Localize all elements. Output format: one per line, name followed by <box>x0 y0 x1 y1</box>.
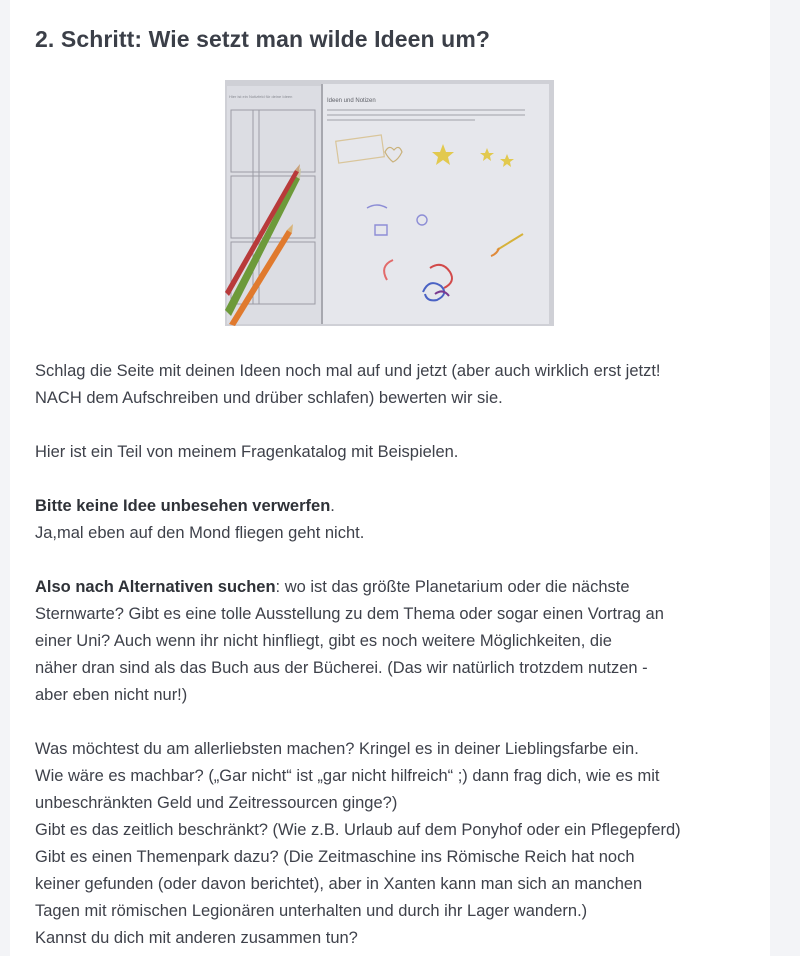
bold-phrase: Bitte keine Idee unbesehen verwerfen <box>35 497 331 515</box>
left-page-text: Hier ist ein Notizfeld für deine Ideen <box>229 94 293 99</box>
paragraph-line <box>35 574 750 601</box>
paragraph-line: Gibt es das zeitlich beschränkt? (Wie z.B. Urlaub auf dem Ponyhof oder ein Pflegepferd) <box>35 821 681 839</box>
paragraph-line: näher dran sind als das Buch aus der Bücherei. (Das wir natürlich trotzdem nutzen - <box>35 659 648 677</box>
paragraph-line: Wie wäre es machbar? („Gar nicht“ ist „gar nicht hilfreich“ ;) dann frag dich, wie es mit <box>35 767 660 785</box>
bold-phrase: Also nach Alternativen suchen <box>35 578 276 596</box>
paragraph-line: einer Uni? Auch wenn ihr nicht hinfliegt, gibt es noch weitere Möglichkeiten, die <box>35 632 612 650</box>
notebook-page-title: Ideen und Notizen <box>327 98 376 104</box>
paragraph-line: Kannst du dich mit anderen zusammen tun? <box>35 929 358 947</box>
paragraph-line: Sternwarte? Gibt es eine tolle Ausstellung zu dem Thema oder sogar einen Vortrag an <box>35 605 664 623</box>
article-body <box>35 358 750 952</box>
article-page <box>10 0 770 956</box>
paragraph-line: Ja,mal eben auf den Mond fliegen geht nicht. <box>35 524 365 542</box>
paragraph-text: : wo ist das größte Planetarium oder die nächste <box>275 578 630 596</box>
article-heading: 2. Schritt: Wie setzt man wilde Ideen um? <box>35 26 491 52</box>
paragraph-line: Gibt es einen Themenpark dazu? (Die Zeitmaschine ins Römische Reich hat noch <box>35 848 635 866</box>
paragraph-line: NACH dem Aufschreiben und drüber schlafen) bewerten wir sie. <box>35 389 503 407</box>
paragraph-line: keiner gefunden (oder davon berichtet), aber in Xanten kann man sich an manchen <box>35 875 643 893</box>
paragraph-line: Was möchtest du am allerliebsten machen? Kringel es in deiner Lieblingsfarbe ein. <box>35 740 639 758</box>
paragraph-line: aber eben nicht nur!) <box>35 686 188 704</box>
paragraph-line <box>35 493 750 520</box>
bold-suffix: . <box>330 497 335 515</box>
notebook-photo <box>225 80 554 326</box>
paragraph-line: Schlag die Seite mit deinen Ideen noch mal auf und jetzt (aber auch wirklich erst jetzt! <box>35 362 661 380</box>
paragraph-line: Hier ist ein Teil von meinem Fragenkatalog mit Beispielen. <box>35 443 459 461</box>
paragraph-line: unbeschränkten Geld und Zeitressourcen ginge?) <box>35 794 398 812</box>
paragraph-line: Tagen mit römischen Legionären unterhalten und durch ihr Lager wandern.) <box>35 902 588 920</box>
